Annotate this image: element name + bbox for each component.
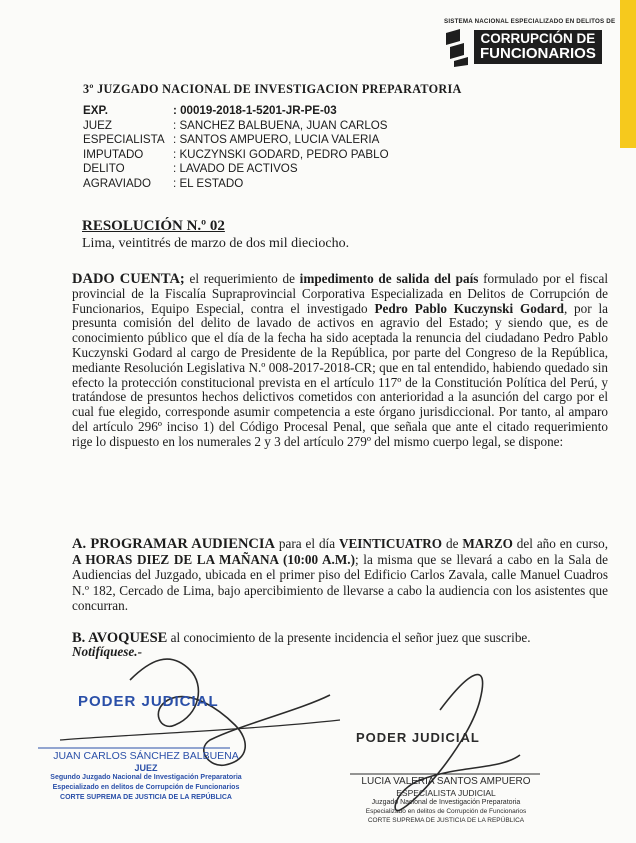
right-stamp-line-3: CORTE SUPREMA DE JUSTICIA DE LA REPÚBLICA <box>367 817 525 824</box>
right-stamp-line-1: Juzgado Nacional de Investigación Preparatoria <box>371 799 521 806</box>
main-paragraph <box>72 272 608 450</box>
order-a-text: para el día <box>275 536 339 551</box>
case-value: : EL ESTADO <box>173 176 244 190</box>
case-row-juez <box>83 119 389 134</box>
case-label: JUEZ <box>83 118 112 132</box>
order-a-text: ; la misma que se llevará a cabo en la Sala de Audiencias del Juzgado, ubicada en el primer piso del Edificio Carlos Zavala, calle Manuel Cuadros N.º 182, Cercado de Lima, bajo apercibimiento de llevarse a cabo la audiencia con los asistentes que concurran. <box>72 552 609 613</box>
notify-text: Notifíquese.- <box>72 644 142 659</box>
case-label: DELITO <box>83 162 125 176</box>
order-a-paragraph <box>72 536 608 613</box>
left-stamp-line-2: Especializado en delitos de Corrupción de Funcionarios <box>52 784 240 791</box>
right-stamp-title: PODER JUDICIAL <box>356 730 480 745</box>
case-value: : 00019-2018-1-5201-JR-PE-03 <box>173 104 337 117</box>
case-row-especialista <box>83 133 389 148</box>
yellow-edge-strip <box>620 0 636 148</box>
left-stamp-line-3: CORTE SUPREMA DE JUSTICIA DE LA REPÚBLICA <box>60 794 232 801</box>
case-details <box>83 104 389 192</box>
logo-emblem-icon <box>444 27 474 67</box>
left-stamp-line-1: Segundo Juzgado Nacional de Investigación Preparatoria <box>50 774 242 781</box>
order-b-text: al conocimiento de la presente incidencia el señor juez que suscribe. <box>167 630 531 645</box>
right-stamp-line-2: Especializado en delitos de Corrupción de Funcionarios <box>365 808 527 815</box>
case-row-delito <box>83 162 389 177</box>
court-heading: 3º JUZGADO NACIONAL DE INVESTIGACION PREPARATORIA <box>83 82 462 96</box>
right-stamp-role: ESPECIALISTA JUDICIAL <box>396 788 496 798</box>
case-label: EXP. <box>83 104 108 117</box>
case-value: : SANTOS AMPUERO, LUCIA VALERIA <box>173 133 380 147</box>
corruption-system-logo <box>444 18 614 67</box>
case-row-imputado <box>83 148 389 163</box>
case-value: : KUCZYNSKI GODARD, PEDRO PABLO <box>173 147 389 161</box>
paragraph-lead: DADO CUENTA; <box>72 271 185 287</box>
order-a-text: del año en curso, <box>512 536 608 551</box>
logo-line-2: FUNCIONARIOS <box>480 45 596 63</box>
order-b-lead: B. AVOQUESE <box>72 630 168 646</box>
left-signature-flourish <box>60 720 340 740</box>
order-a-emphasis: VEINTICUATRO <box>338 536 443 551</box>
order-a-text: de <box>442 536 463 551</box>
case-label: IMPUTADO <box>83 147 144 161</box>
left-stamp-name: JUAN CARLOS SÁNCHEZ BALBUENA <box>53 750 239 762</box>
case-value: : SANCHEZ BALBUENA, JUAN CARLOS <box>173 118 388 132</box>
order-a-emphasis: MARZO <box>462 536 513 551</box>
order-a-emphasis: A HORAS DIEZ DE LA MAÑANA (10:00 A.M.) <box>72 552 355 568</box>
case-label: ESPECIALISTA <box>83 133 165 147</box>
paragraph-emphasis: Pedro Pablo Kuczynski Godard <box>374 300 564 316</box>
paragraph-text: , por la presunta comisión del delito de lavado de activos en agravio del Estado; y siendo que, es de conocimiento público que el día de la fecha ha sido aceptada la renuncia del ciudadano Pedro Pablo Kuczynski Godard al cargo de Presidente de la República, por parte del Congreso de la República, mediante Resolución Legislativa N.º 008-2017-2018-CR; que en tal entendido, habiendo quedado sin efecto la protección constitucional prevista en el artículo 117º de la Constitución Política del Perú, y tratándose de presuntos hechos delictivos cometidos con anterioridad a la asunción del cargo por el cual fue elegido, corresponde asumir competencia a este órgano jurisdiccional. Por tanto, al amparo del artículo 296º inciso 1) del Código Procesal Penal, que señala que ante el citado requerimiento rige lo dispuesto en los numerales 2 y 3 del artículo 279º del mismo cuerpo legal, se dispone: <box>72 300 608 449</box>
case-row-exp <box>83 104 389 119</box>
case-row-agraviado <box>83 177 389 192</box>
logo-top-text: SISTEMA NACIONAL ESPECIALIZADO EN DELITOS DE <box>444 18 616 25</box>
resolution-title: RESOLUCIÓN N.º 02 <box>82 218 225 234</box>
logo-line-1: CORRUPCIÓN DE <box>480 31 596 47</box>
paragraph-text: el requerimiento de <box>184 271 300 286</box>
case-label: AGRAVIADO <box>83 176 152 190</box>
logo-wordmark <box>474 30 602 63</box>
paragraph-text: formulado por el fiscal provincial de la Fiscalía Supraprovincial Corporativa Especializada en Delitos de Corrupción de Funcionarios, Equipo Especial, contra el investigado <box>72 271 608 316</box>
left-stamp-title: PODER JUDICIAL <box>78 693 219 710</box>
left-stamp-role: JUEZ <box>134 763 158 773</box>
right-stamp-name: LUCIA VALERIA SANTOS AMPUERO <box>361 776 531 787</box>
paragraph-emphasis: impedimento de salida del país <box>299 271 479 286</box>
order-a-lead: A. PROGRAMAR AUDIENCIA <box>72 536 276 552</box>
case-value: : LAVADO DE ACTIVOS <box>173 162 298 176</box>
resolution-date: Lima, veintitrés de marzo de dos mil dieciocho. <box>82 236 350 251</box>
